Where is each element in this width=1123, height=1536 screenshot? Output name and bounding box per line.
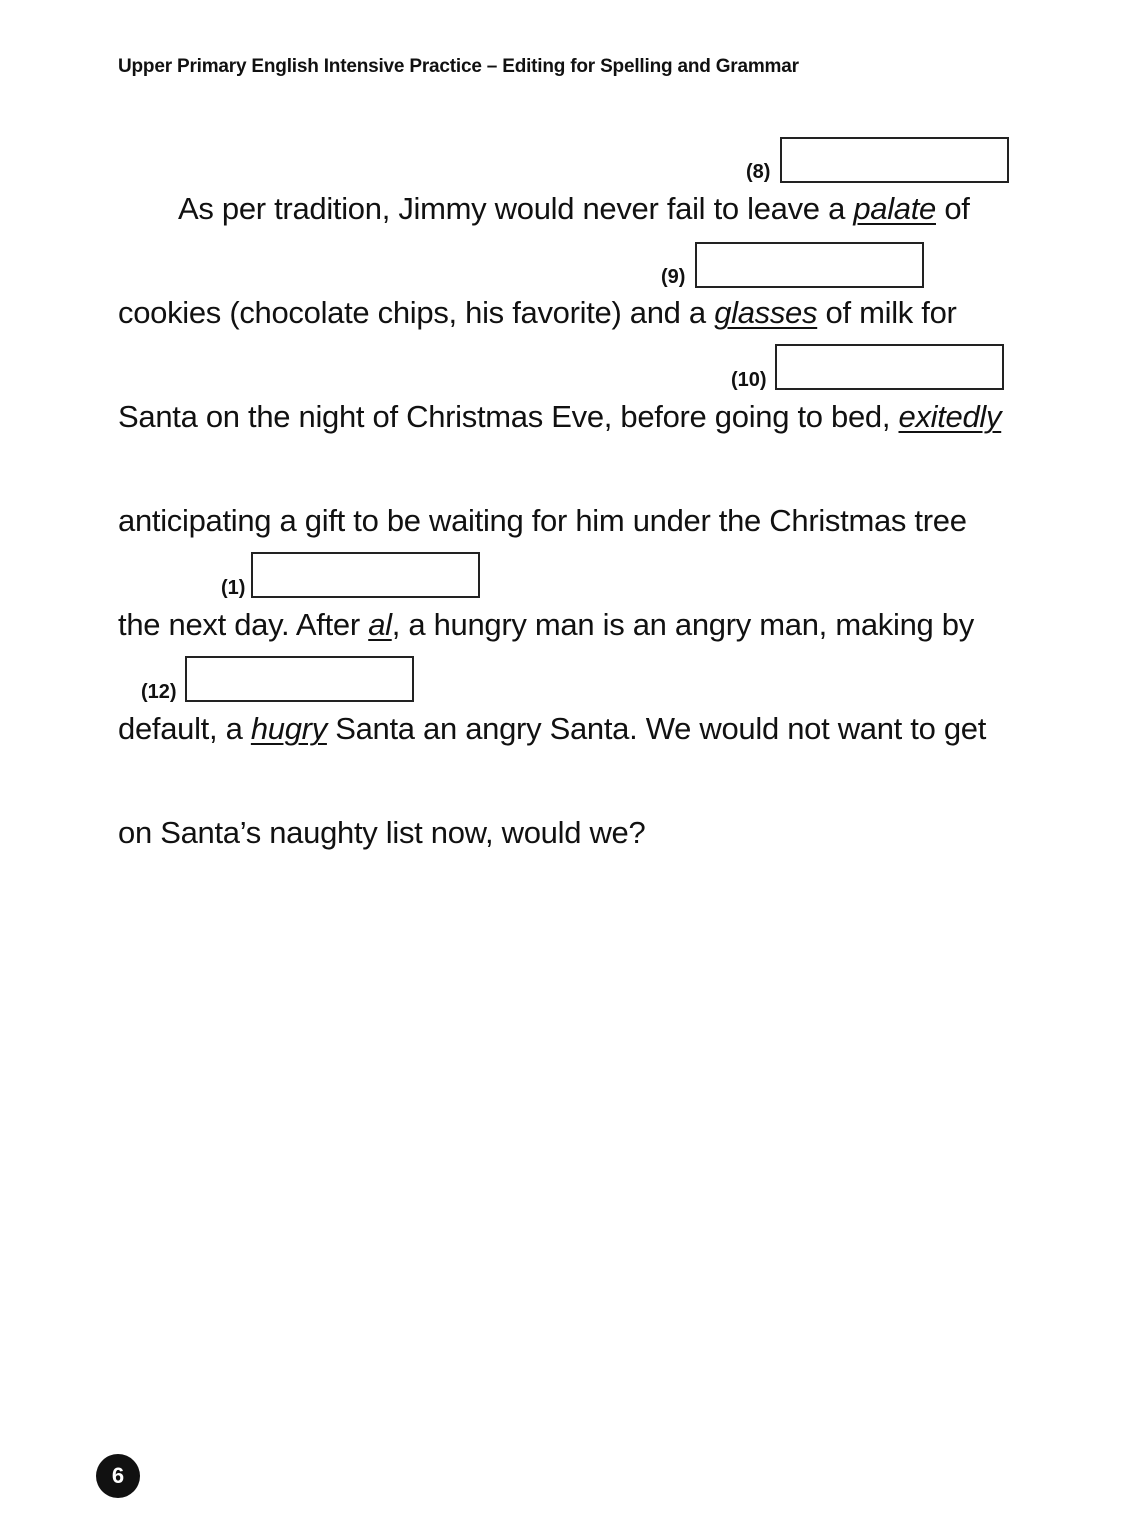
passage-line-6: default, a hugry Santa an angry Santa. We would not want to get (118, 711, 987, 746)
question-number-8: (8) (746, 161, 771, 183)
page-number-badge: 6 (96, 1454, 140, 1498)
answer-box-8[interactable] (780, 137, 1009, 183)
passage-line-7: on Santa’s naughty list now, would we? (118, 815, 646, 850)
passage-line-2: cookies (chocolate chips, his favorite) and a glasses of milk for (118, 295, 957, 330)
error-word-10: exitedly (898, 399, 1002, 434)
question-number-9: (9) (661, 266, 686, 288)
answer-box-10[interactable] (775, 344, 1004, 390)
error-word-9: glasses (714, 295, 818, 330)
passage-line-3: Santa on the night of Christmas Eve, before going to bed, exitedly (118, 399, 1002, 434)
passage-line-4: anticipating a gift to be waiting for him under the Christmas tree (118, 503, 967, 538)
question-number-11: (1) (221, 577, 246, 599)
error-word-11: al (368, 607, 392, 642)
page-header: Upper Primary English Intensive Practice – Editing for Spelling and Grammar (118, 56, 799, 77)
error-word-12: hugry (250, 711, 327, 746)
error-word-8: palate (853, 191, 936, 226)
question-number-12: (12) (141, 681, 177, 703)
question-number-10: (10) (731, 369, 767, 391)
answer-box-11[interactable] (251, 552, 480, 598)
answer-box-12[interactable] (185, 656, 414, 702)
passage-line-1: As per tradition, Jimmy would never fail to leave a palate of (178, 191, 970, 226)
passage-line-5: the next day. After al, a hungry man is an angry man, making by (118, 607, 974, 642)
answer-box-9[interactable] (695, 242, 924, 288)
